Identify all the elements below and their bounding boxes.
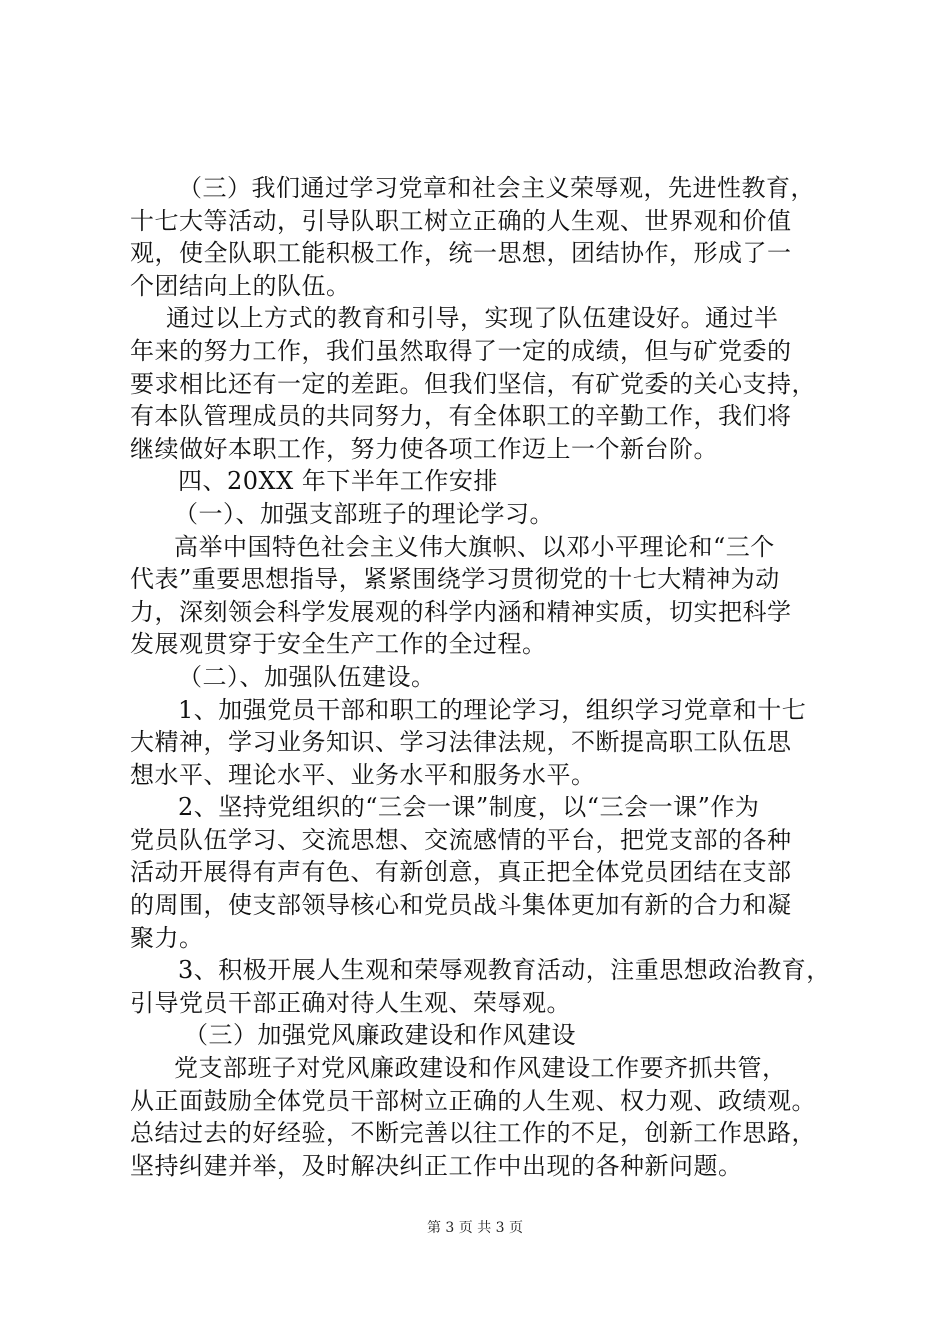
subsection-heading: （一）、加强支部班子的理论学习。 [174, 499, 554, 528]
text-line: 的周围，使支部领导核心和党员战斗集体更加有新的合力和凝 [130, 891, 792, 920]
text-line: 十七大等活动，引导队职工树立正确的人生观、世界观和价值 [130, 206, 792, 235]
text-line: 从正面鼓励全体党员干部树立正确的人生观、权力观、政绩观。 [130, 1086, 816, 1115]
text-line: 聚力。 [130, 923, 204, 952]
document-body [130, 172, 854, 1182]
text-line: 高举中国特色社会主义伟大旗帜、以邓小平理论和“三个 [174, 532, 775, 561]
section-heading: 四、20XX 年下半年工作安排 [178, 467, 498, 496]
text-line: 活动开展得有声有色、有新创意，真正把全体党员团结在支部 [130, 858, 792, 887]
text-line: 个团结向上的队伍。 [130, 271, 351, 300]
text-line: 代表”重要思想指导，紧紧围绕学习贯彻党的十七大精神为动 [130, 565, 780, 594]
text-line: 通过以上方式的教育和引导，实现了队伍建设好。通过半 [166, 304, 779, 333]
text-line: 年来的努力工作，我们虽然取得了一定的成绩，但与矿党委的 [130, 336, 792, 365]
text-line: 3、积极开展人生观和荣辱观教育活动，注重思想政治教育， [178, 956, 831, 985]
text-line: 发展观贯穿于安全生产工作的全过程。 [130, 630, 547, 659]
text-line: 观，使全队职工能积极工作，统一思想，团结协作，形成了一 [130, 239, 792, 268]
text-line: 引导党员干部正确对待人生观、荣辱观。 [130, 988, 571, 1017]
text-line: 大精神，学习业务知识、学习法律法规，不断提高职工队伍思 [130, 728, 792, 757]
text-line: 总结过去的好经验，不断完善以往工作的不足，创新工作思路， [130, 1119, 816, 1148]
text-line: 继续做好本职工作，努力使各项工作迈上一个新台阶。 [130, 434, 718, 463]
text-line: 党员队伍学习、交流思想、交流感情的平台，把党支部的各种 [130, 825, 792, 854]
text-line: 力，深刻领会科学发展观的科学内涵和精神实质，切实把科学 [130, 597, 792, 626]
text-line: 坚持纠建并举，及时解决纠正工作中出现的各种新问题。 [130, 1151, 743, 1180]
text-line: 党支部班子对党风廉政建设和作风建设工作要齐抓共管， [174, 1054, 787, 1083]
text-line: 想水平、理论水平、业务水平和服务水平。 [130, 760, 596, 789]
text-line: 1、加强党员干部和职工的理论学习，组织学习党章和十七 [178, 695, 807, 724]
text-line: 2、坚持党组织的“三会一课”制度，以“三会一课”作为 [178, 793, 760, 822]
text-line: 要求相比还有一定的差距。但我们坚信，有矿党委的关心支持， [130, 369, 816, 398]
text-line: 有本队管理成员的共同努力，有全体职工的辛勤工作，我们将 [130, 402, 792, 431]
text-line: （三）我们通过学习党章和社会主义荣辱观，先进性教育， [178, 174, 815, 202]
subsection-heading: （二）、加强队伍建设。 [178, 662, 436, 691]
subsection-heading: （三）加强党风廉政建设和作风建设 [184, 1021, 576, 1050]
page-footer: 第 3 页 共 3 页 [426, 1220, 524, 1236]
